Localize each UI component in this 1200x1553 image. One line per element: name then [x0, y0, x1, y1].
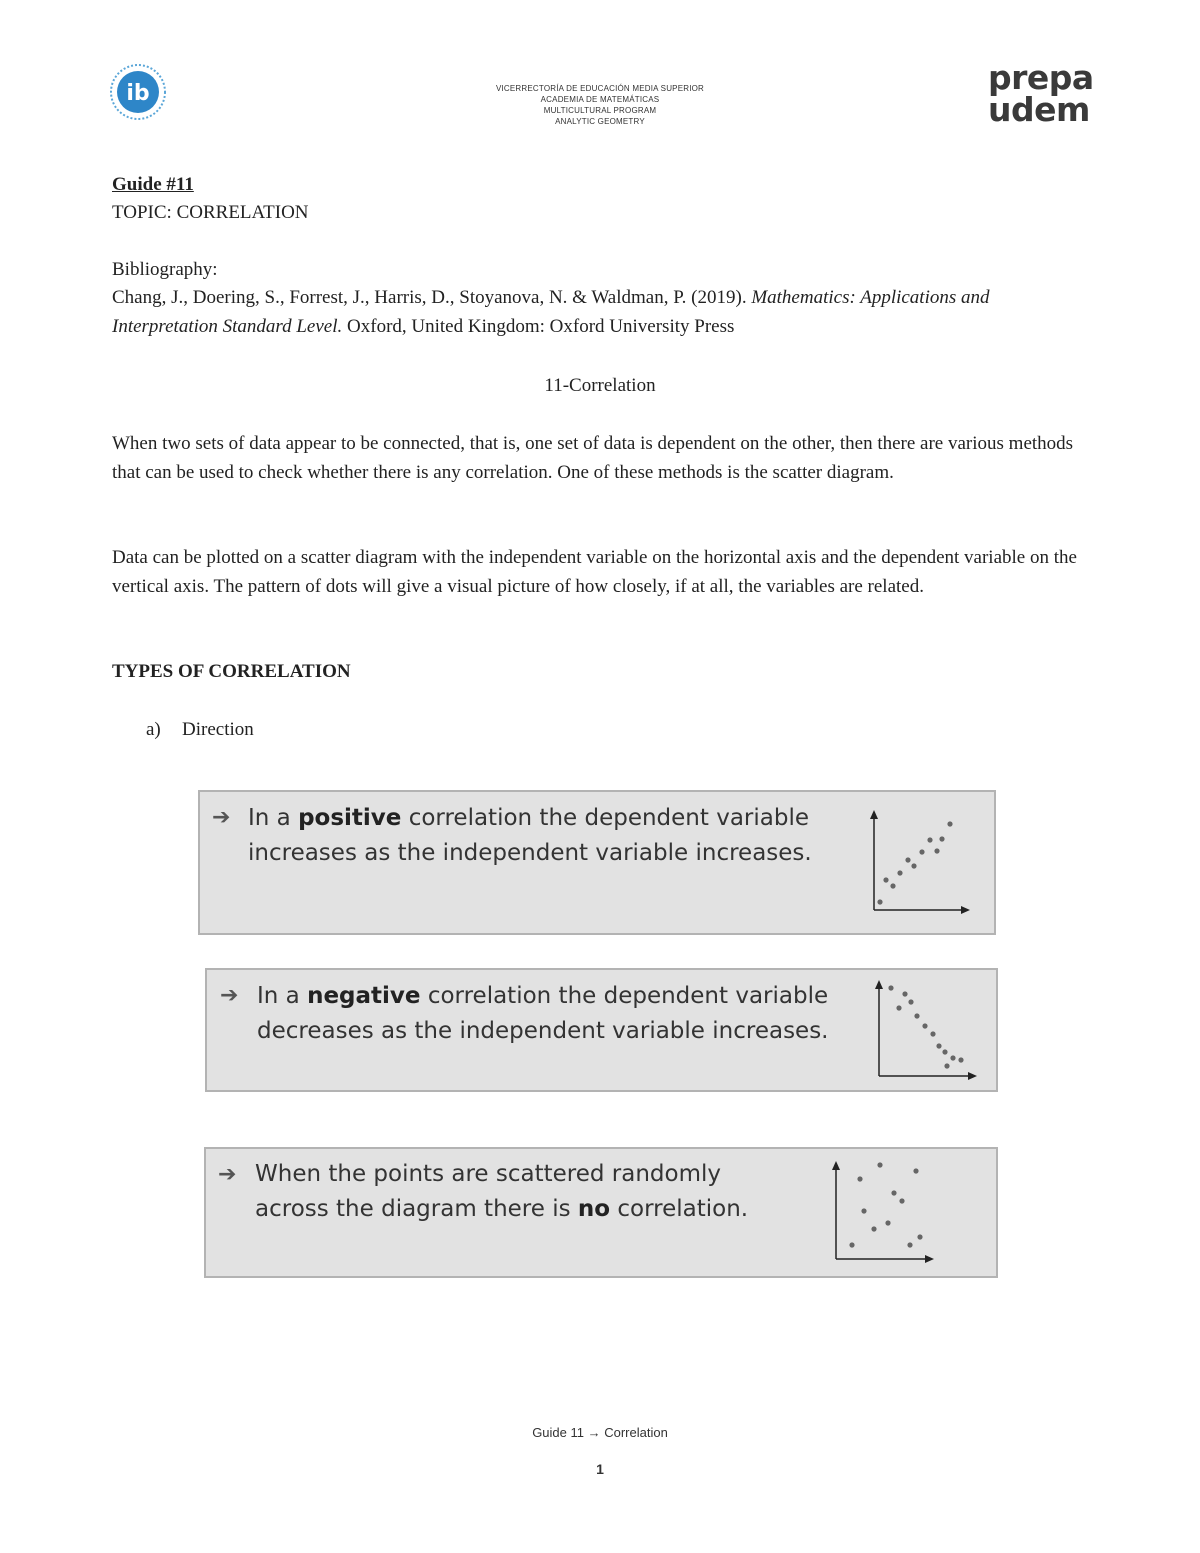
footer-label: Guide 11 → Correlation: [532, 1425, 668, 1440]
ib-logo-text: ib: [126, 81, 150, 106]
guide-title: Guide #11: [112, 174, 194, 195]
brand-line1: prepa: [988, 58, 1094, 97]
institution-line: ANALYTIC GEOMETRY: [555, 117, 645, 126]
box-line: [248, 801, 809, 836]
no-correlation-box: [204, 1147, 998, 1278]
paragraph: Data can be plotted on a scatter diagram with the independent variable on the horizontal axis and the dependent variable on the vertical axis. The pattern of dots will give a visual picture of how closely, if at all, the variables are related.: [112, 547, 1077, 597]
box-line: decreases as the independent variable increases.: [257, 1018, 829, 1044]
institution-header: [400, 83, 800, 127]
box-line: [257, 979, 828, 1014]
box-text: correlation the dependent variable: [420, 983, 829, 1009]
box-text: correlation the dependent variable: [401, 805, 810, 831]
box-bold-text: no: [577, 1196, 611, 1222]
brand-line2: udem: [988, 90, 1090, 129]
negative-scatter-icon: [867, 976, 987, 1086]
section-title: 11-Correlation: [544, 375, 656, 396]
institution-line: ACADEMIA DE MATEMÁTICAS: [540, 95, 660, 104]
prepa-udem-logo: [988, 58, 1098, 129]
bibliography-publisher: Oxford, United Kingdom: Oxford University Press: [342, 316, 735, 337]
arrow-icon: ➔: [218, 1162, 237, 1187]
direction-item: [146, 715, 254, 744]
negative-correlation-box: [205, 968, 998, 1092]
box-text: In a: [257, 983, 308, 1009]
page-number: 1: [596, 1461, 604, 1477]
topic: TOPIC: CORRELATION: [112, 202, 309, 223]
random-scatter-icon: [824, 1155, 944, 1271]
box-text: correlation.: [610, 1196, 749, 1222]
positive-correlation-box: [198, 790, 996, 935]
positive-scatter-icon: [860, 806, 980, 922]
box-text: In a: [248, 805, 299, 831]
bibliography-title: Mathematics: Applications and Interpretation Standard Level.: [112, 287, 990, 337]
ib-logo: [108, 62, 170, 122]
institution-line: VICERRECTORÍA DE EDUCACIÓN MEDIA SUPERIOR: [495, 84, 705, 93]
box-line: [255, 1192, 748, 1227]
types-heading: TYPES OF CORRELATION: [112, 661, 351, 682]
arrow-icon: ➔: [220, 983, 239, 1008]
box-line: increases as the independent variable increases.: [248, 840, 812, 866]
box-text: across the diagram there is: [255, 1196, 578, 1222]
box-line: When the points are scattered randomly: [255, 1161, 721, 1187]
box-bold-text: positive: [298, 805, 402, 831]
list-marker: a): [146, 719, 161, 740]
bibliography-authors: Chang, J., Doering, S., Forrest, J., Harris, D., Stoyanova, N. & Waldman, P. (2019).: [112, 287, 752, 308]
direction-label: Direction: [182, 719, 254, 740]
arrow-icon: ➔: [212, 805, 231, 830]
bibliography-entry: [112, 283, 1092, 341]
institution-line: MULTICULTURAL PROGRAM: [543, 106, 657, 115]
box-bold-text: negative: [307, 983, 421, 1009]
paragraph: When two sets of data appear to be connected, that is, one set of data is dependent on the other, then there are various methods that can be used to check whether there is any correlation. One of these methods is the scatter diagram.: [112, 433, 1074, 483]
bibliography-label: Bibliography:: [112, 259, 218, 280]
